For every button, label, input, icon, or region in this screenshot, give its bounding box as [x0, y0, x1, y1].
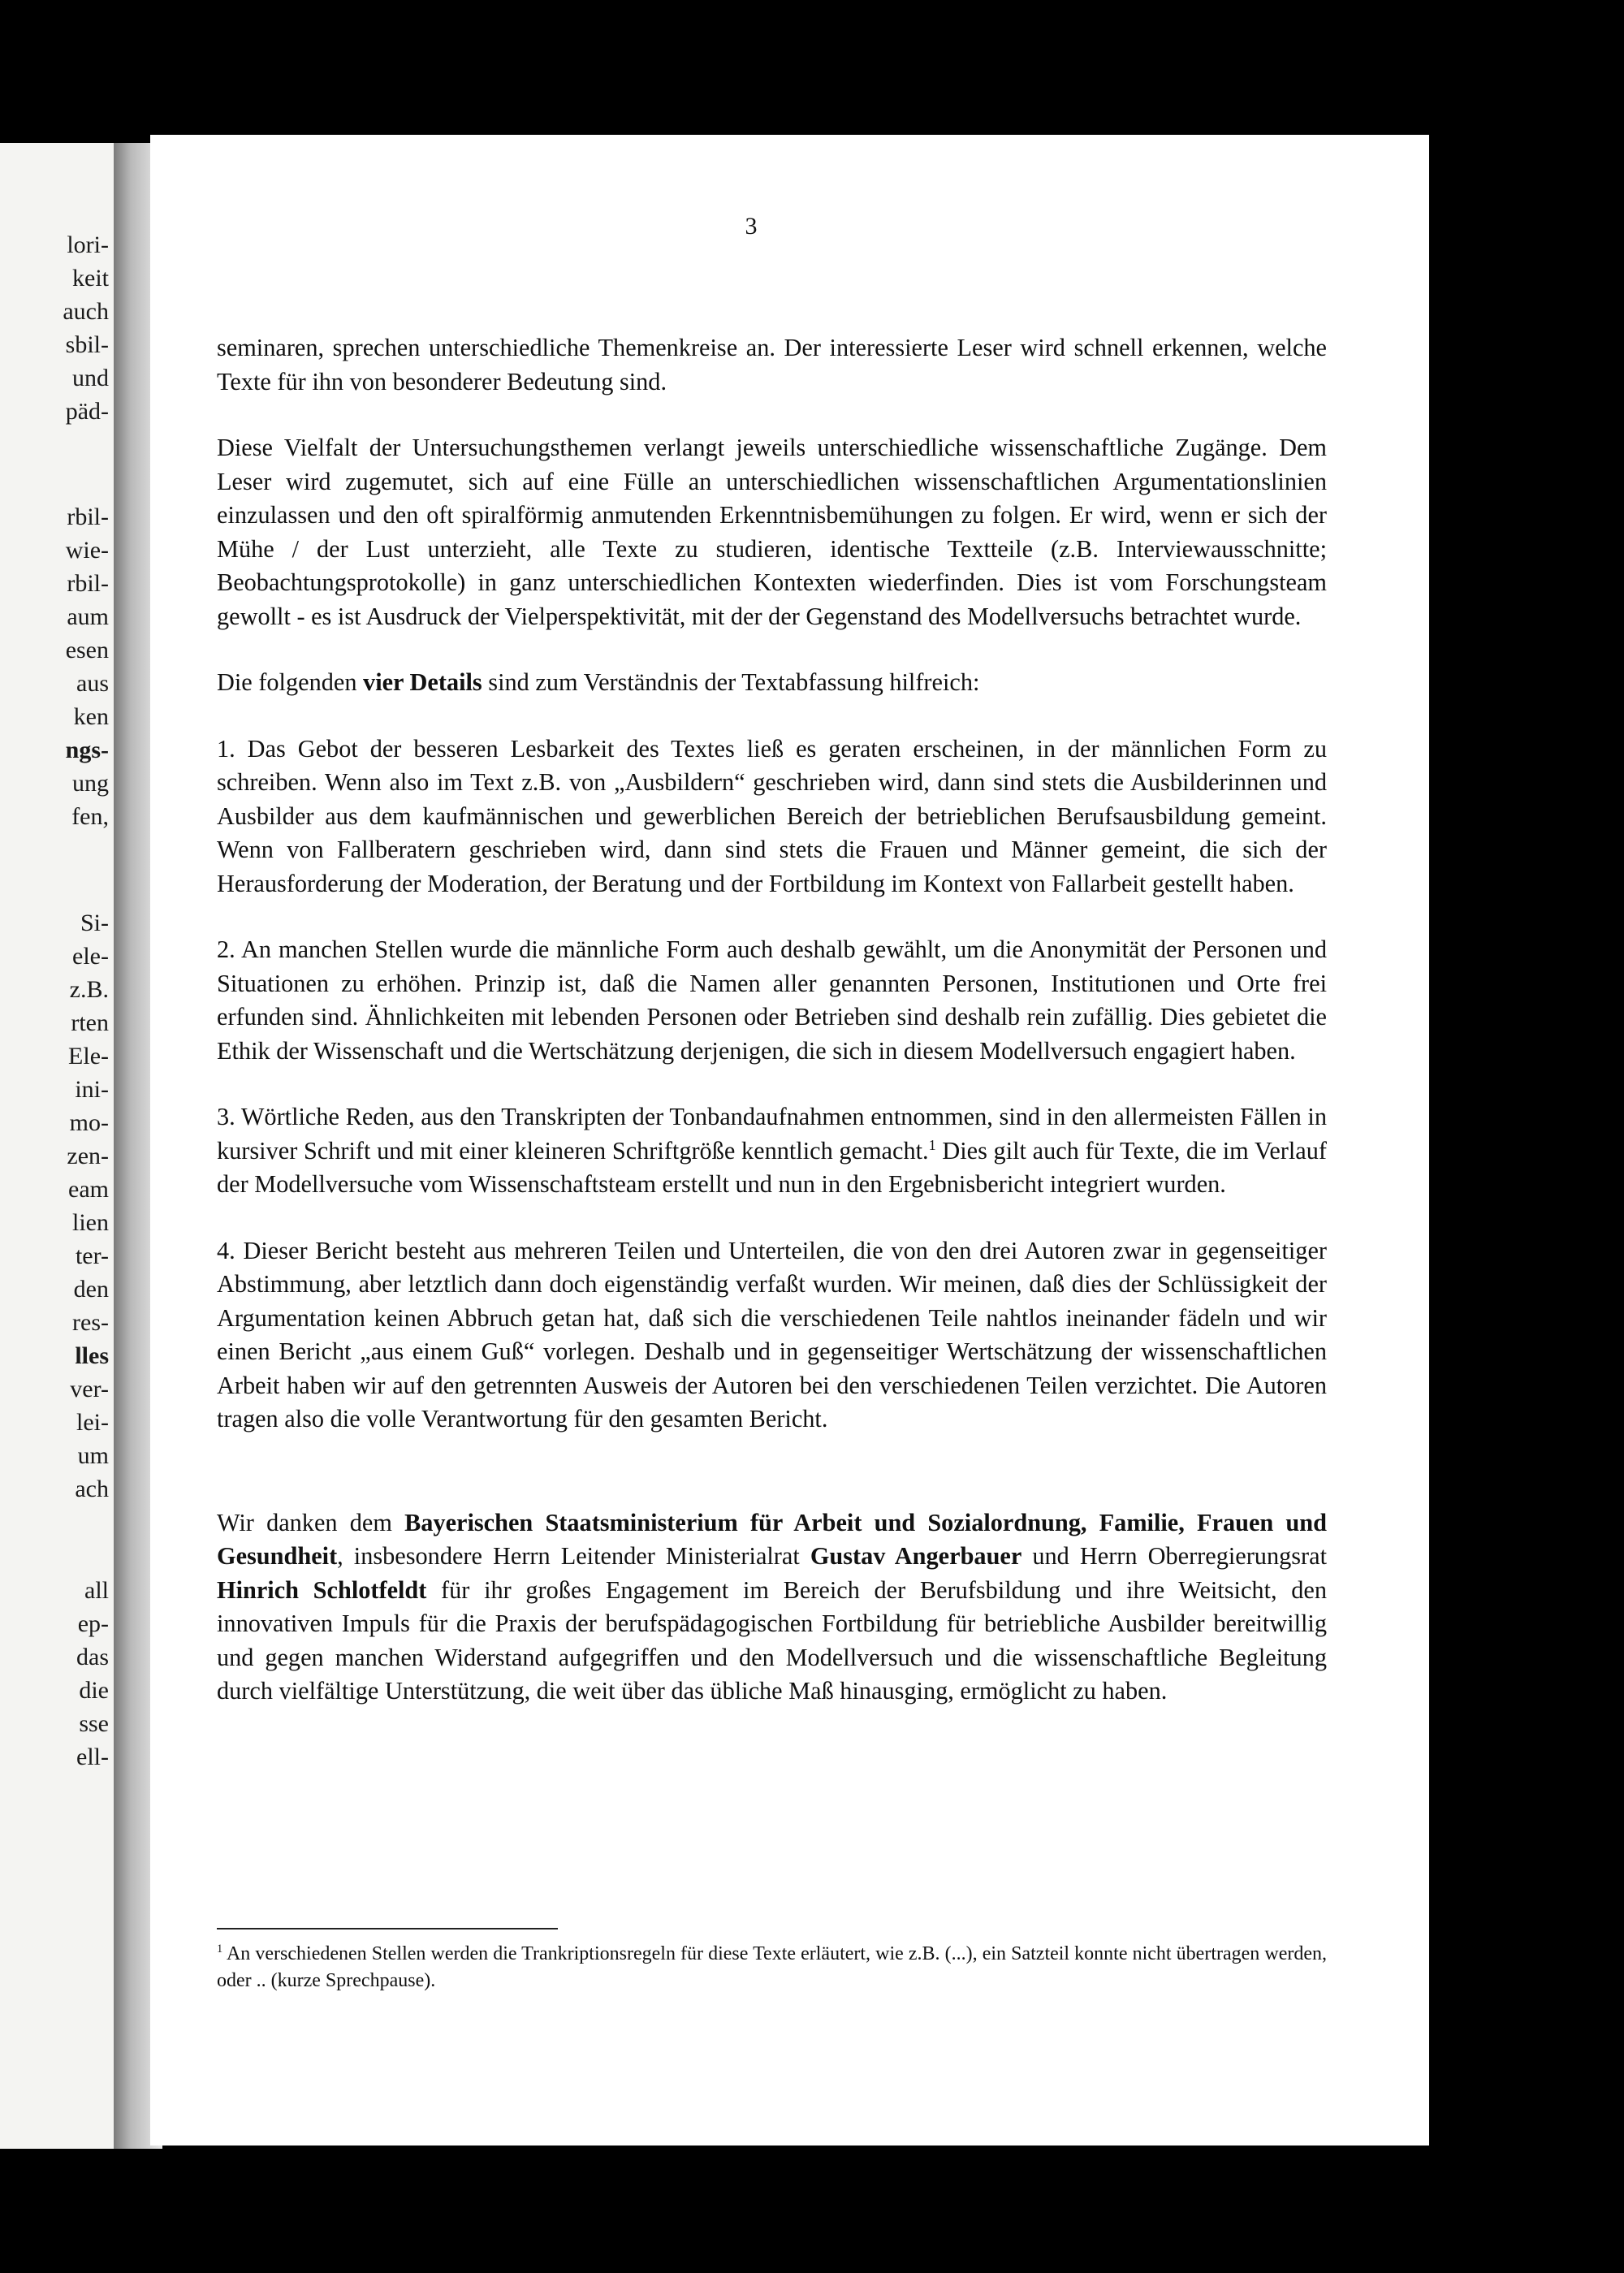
text-run: Diese Vielfalt der Untersuchungsthemen verlangt jeweils unterschiedliche wissenschaftliche Zugänge. Dem Leser wird zugemutet, sich auf eine Fülle an unterschiedlichen wissenschaftlichen Argumentationslinien einzulassen und den oft spiralförmig anmutenden Erkenntnisbemühungen zu folgen. Er wird, wenn er sich der Mühe / der Lust unterzieht, alle Texte zu studieren, identische Textteile (z.B. Interviewausschnitte; Beobachtungsprotokolle) in ganz unterschiedlichen Kontexten wiederfinden. Dies ist vom Forschungsteam gewollt - es ist Ausdruck der Vielperspektivität, mit der der Gegenstand des Modellversuchs betrachtet wurde. [217, 434, 1327, 630]
previous-page-text-fragment: päd- [65, 398, 109, 425]
previous-page-text-fragment: ken [73, 703, 109, 730]
footnote-reference: 1 [928, 1136, 936, 1153]
previous-page-text-fragment: ep- [77, 1610, 109, 1637]
document-page [150, 135, 1429, 2146]
text-run: Dies gilt auch für Texte, die im Verlauf der Modellversuche vom Wissenschaftsteam erstellt und nun in den Ergebnisbericht integriert wurden. [217, 1136, 1327, 1198]
previous-page-text-fragment: und [72, 365, 109, 391]
previous-page-text-fragment: all [84, 1577, 109, 1604]
previous-page-text-fragment: auch [63, 298, 109, 325]
paragraph [217, 331, 1327, 399]
text-run: 3. Wörtliche Reden, aus den Transkripten der Tonbandaufnahmen entnommen, sind in den allermeisten Fällen in kursiver Schrift und mit einer kleineren Schriftgröße kenntlich gemacht. [217, 1103, 1327, 1165]
previous-page-text-fragment: esen [65, 637, 109, 663]
paragraph [217, 1506, 1327, 1709]
previous-page-text-fragment: ngs- [65, 737, 109, 763]
previous-page-text-fragment: ach [75, 1476, 109, 1502]
previous-page-text-fragment: ell- [76, 1744, 109, 1770]
bold-text: Gustav Angerbauer [810, 1542, 1022, 1570]
paragraph [217, 1100, 1327, 1202]
previous-page-text-fragment: mo- [69, 1109, 109, 1136]
text-run: 2. An manchen Stellen wurde die männliche Form auch deshalb gewählt, um die Anonymität der Personen und Situationen zu erhöhen. Prinzip ist, daß die Namen aller genannten Personen, Institutionen und Orte frei erfunden sind. Ähnlichkeiten mit lebenden Personen oder Betrieben sind deshalb rein zufällig. Dies gebietet die Ethik der Wissenschaft und die Wertschätzung derjenigen, die sich in diesem Modellversuch engagiert haben. [217, 936, 1327, 1065]
footnote-marker: 1 [217, 1942, 223, 1955]
previous-page-text-fragment: ele- [72, 943, 109, 970]
previous-page-text-fragment: aum [67, 603, 109, 630]
previous-page-text-fragment: aus [76, 670, 109, 697]
paragraph [217, 431, 1327, 633]
previous-page-text-fragment: das [76, 1644, 109, 1670]
paragraph [217, 933, 1327, 1068]
footnote-separator [217, 1928, 558, 1929]
page-number: 3 [745, 213, 758, 240]
previous-page-text-fragment: sbil- [65, 331, 109, 358]
footnote [217, 1941, 1327, 1994]
previous-page-text-fragment: lei- [76, 1409, 109, 1436]
previous-page-text-fragment: um [77, 1442, 109, 1469]
previous-page-text-fragment: sse [79, 1710, 109, 1737]
previous-page-text-fragment: ini- [75, 1076, 109, 1103]
text-run: Wir danken dem [217, 1508, 405, 1536]
bold-text: vier Details [363, 668, 482, 696]
previous-page-text-fragment: den [73, 1276, 109, 1303]
text-run: sind zum Verständnis der Textabfassung hilfreich: [482, 668, 980, 696]
text-run: Die folgenden [217, 668, 364, 696]
previous-page-text-fragment: ter- [75, 1242, 109, 1269]
previous-page-text-fragment: res- [72, 1309, 109, 1336]
previous-page-text-fragment: eam [68, 1176, 109, 1203]
bold-text: Hinrich Schlotfeldt [217, 1575, 427, 1604]
previous-page-text-fragment: lori- [67, 231, 109, 258]
text-run: , insbesondere Herrn Leitender Ministerialrat [337, 1542, 810, 1570]
previous-page-text-fragment: lien [72, 1209, 109, 1236]
previous-page-text-fragment: ung [72, 770, 109, 797]
previous-page-text-fragment: rbil- [67, 503, 109, 530]
previous-page-text-fragment: keit [72, 265, 109, 292]
text-run: für ihr großes Engagement im Bereich der Berufsbildung und ihre Weitsicht, den innovativen Impuls für die Praxis der berufspädagogischen Fortbildung für betriebliche Ausbilder bereitwillig und gegen manchen Widerstand aufgegriffen und den Modellversuch und die wissenschaftliche Begleitung durch vielfältige Unterstützung, die weit über das übliche Maß hinausging, ermöglicht zu haben. [217, 1575, 1327, 1705]
paragraph [217, 666, 1327, 700]
previous-page-text-fragment: Ele- [68, 1043, 109, 1070]
paragraph [217, 1234, 1327, 1437]
previous-page-text-fragment: die [79, 1677, 109, 1704]
previous-page-text-fragment: rten [71, 1009, 109, 1036]
footnote-text: An verschiedenen Stellen werden die Trankriptionsregeln für diese Texte erläutert, wie z.B. (...), ein Satzteil konnte nicht übertragen werden, oder .. (kurze Sprechpause). [217, 1943, 1327, 1991]
previous-page-text-fragment: zen- [67, 1143, 109, 1169]
text-run: 1. Das Gebot der besseren Lesbarkeit des Textes ließ es geraten erscheinen, in der männlichen Form zu schreiben. Wenn also im Text z.B. von „Ausbildern“ geschrieben wird, dann sind stets die Ausbilderinnen und Ausbilder aus dem kaufmännischen und gewerblichen Bereich der betrieblichen Berufsausbildung gemeint. Wenn von Fallberatern geschrieben wird, dann sind stets die Frauen und Männer gemeint, die sich der Herausforderung der Moderation, der Beratung und der Fortbildung im Kontext von Fallarbeit gestellt haben. [217, 734, 1327, 897]
text-run: und Herrn Oberregierungsrat [1021, 1542, 1327, 1570]
text-run: 4. Dieser Bericht besteht aus mehreren Teilen und Unterteilen, die von den drei Autoren zwar in gegenseitiger Abstimmung, aber letztlich dann doch eigenständig verfaßt wurden. Wir meinen, daß dies der Schlüssigkeit der Argumentation keinen Abbruch getan hat, daß sich die verschiedenen Teile nahtlos ineinander fädeln und wir einen Bericht „aus einem Guß“ vorlegen. Deshalb und in gegenseitiger Wertschätzung der wissenschaftlichen Arbeit haben wir auf den getrennten Ausweis der Autoren bei den verschiedenen Teilen verzichtet. Die Autoren tragen also die volle Verantwortung für den gesamten Bericht. [217, 1236, 1327, 1433]
paragraph [217, 732, 1327, 901]
text-run: seminaren, sprechen unterschiedliche Themenkreise an. Der interessierte Leser wird schnell erkennen, welche Texte für ihn von besonderer Bedeutung sind. [217, 334, 1327, 395]
previous-page-text-fragment: lles [75, 1342, 109, 1369]
previous-page-text-fragment: rbil- [67, 570, 109, 597]
bold-text: Bayerischen Staatsministerium für Arbeit und Sozialordnung, Familie, Frauen und Gesundheit [217, 1508, 1327, 1570]
previous-page-text-fragment: ver- [70, 1376, 109, 1402]
previous-page-text-fragment: wie- [65, 537, 109, 564]
previous-page-text-fragment: fen, [71, 803, 109, 830]
previous-page-text-fragment: Si- [80, 910, 109, 936]
previous-page-text-fragment: z.B. [69, 976, 109, 1003]
body-text [217, 331, 1327, 1741]
previous-page-strip [0, 143, 114, 2149]
